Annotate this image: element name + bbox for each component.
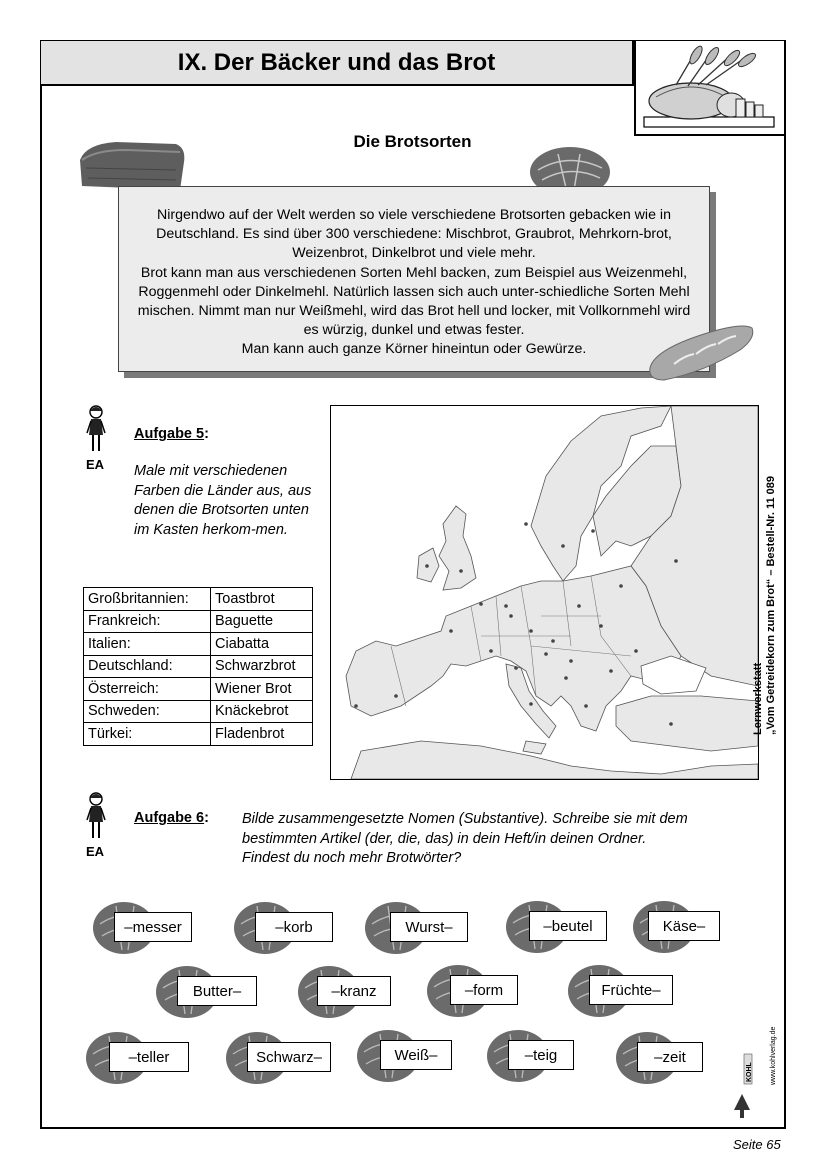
word-card — [486, 1028, 604, 1084]
bread-country-table — [83, 587, 313, 746]
task6-instructions: Bilde zusammengesetzte Nomen (Substantive). Schreibe sie mit dem bestimmten Artikel (der, die, das) in dein Heft/in deinen Ordner. Findest du noch mehr Brotwörter? — [242, 811, 688, 866]
series-name: Lernwerkstatt — [752, 662, 764, 735]
child-figure-icon — [85, 792, 107, 842]
word-label: –zeit — [637, 1042, 703, 1072]
publisher-side-text — [752, 476, 778, 735]
word-label: Schwarz– — [247, 1042, 331, 1072]
word-card — [92, 900, 210, 956]
baguette-icon — [644, 320, 756, 384]
word-card — [155, 964, 273, 1020]
word-label: Butter– — [177, 976, 257, 1006]
word-label: Wurst– — [390, 912, 468, 942]
word-label: Weiß– — [380, 1040, 452, 1070]
page-number: Seite 65 — [733, 1137, 781, 1152]
word-card — [632, 899, 750, 955]
bread-wheat-illustration — [634, 41, 784, 136]
ea-badge: EA — [86, 844, 105, 859]
logo-text: KOHL — [746, 1062, 753, 1082]
task5-label — [134, 426, 209, 442]
ea-badge: EA — [86, 457, 105, 472]
task5-label-colon: : — [204, 426, 209, 442]
word-label: Früchte– — [589, 975, 673, 1005]
word-label: –kranz — [317, 976, 391, 1006]
word-card — [615, 1030, 733, 1086]
word-label: –teig — [508, 1040, 574, 1070]
bread-cell: Knäckebrot — [211, 700, 313, 723]
word-card — [364, 900, 482, 956]
bread-cell: Fladenbrot — [211, 723, 313, 746]
country-cell: Deutschland: — [84, 655, 211, 678]
table-row — [84, 723, 313, 746]
word-label: –beutel — [529, 911, 607, 941]
book-title-order-no: „Vom Getreidekorn zum Brot“ – Bestell-Nr. 11 089 — [765, 476, 777, 735]
info-text-box — [118, 186, 710, 372]
chapter-title: IX. Der Bäcker und das Brot — [41, 41, 634, 86]
country-cell: Großbritannien: — [84, 588, 211, 611]
word-card — [297, 964, 415, 1020]
table-row — [84, 633, 313, 656]
task5-label-text: Aufgabe 5 — [134, 426, 205, 442]
task6-label-colon: : — [204, 810, 209, 826]
word-card — [85, 1030, 203, 1086]
country-cell: Italien: — [84, 633, 211, 656]
country-cell: Österreich: — [84, 678, 211, 701]
bread-cell: Wiener Brot — [211, 678, 313, 701]
task6-label — [134, 810, 209, 826]
word-label: –form — [450, 975, 518, 1005]
bread-cell: Ciabatta — [211, 633, 313, 656]
word-card — [505, 899, 623, 955]
word-label: –teller — [109, 1042, 189, 1072]
word-card — [426, 963, 544, 1019]
word-card — [225, 1030, 343, 1086]
country-cell: Frankreich: — [84, 610, 211, 633]
table-row — [84, 610, 313, 633]
publisher-logo-icon — [730, 1050, 754, 1122]
child-figure-icon — [85, 405, 107, 455]
word-card — [567, 963, 685, 1019]
word-card — [356, 1028, 474, 1084]
table-row — [84, 588, 313, 611]
table-row — [84, 700, 313, 723]
table-row — [84, 678, 313, 701]
task6-label-text: Aufgabe 6 — [134, 810, 205, 826]
bread-cell: Toastbrot — [211, 588, 313, 611]
bread-cell: Schwarzbrot — [211, 655, 313, 678]
info-paragraph-3: Man kann auch ganze Körner hineintun oder Gewürze. — [241, 341, 587, 358]
info-paragraph-1: Nirgendwo auf der Welt werden so viele verschiedene Brotsorten gebacken wie in Deutschland. Es sind über 300 verschiedene: Mischbrot, Graubrot, Mehrkorn-brot, Weizenbrot, Dinkelbrot und viele mehr. — [156, 207, 672, 262]
country-cell: Schweden: — [84, 700, 211, 723]
publisher-link[interactable]: www.kohlverlag.de — [770, 1026, 777, 1085]
word-label: –messer — [114, 912, 192, 942]
country-cell: Türkei: — [84, 723, 211, 746]
bread-cell: Baguette — [211, 610, 313, 633]
europe-map[interactable] — [330, 405, 759, 780]
section-title: Die Brotsorten — [353, 132, 472, 151]
word-label: Käse– — [648, 911, 720, 941]
info-paragraph-2: Brot kann man aus verschiedenen Sorten Mehl backen, zum Beispiel aus Weizenmehl, Roggenmehl oder Dinkelmehl. Natürlich lassen sich auch unter-schiedliche Sorten Mehl mischen. Nimmt man nur Weißmehl, wird das Brot hell und locker, mit Vollkornmehl wird es würzig, dunkel und etwas fester. — [137, 264, 691, 339]
word-card — [233, 900, 351, 956]
word-label: –korb — [255, 912, 333, 942]
table-row — [84, 655, 313, 678]
task5-instructions: Male mit verschiedenen Farben die Länder aus, aus denen die Brotsorten unten im Kasten herkom-men. — [134, 463, 312, 538]
